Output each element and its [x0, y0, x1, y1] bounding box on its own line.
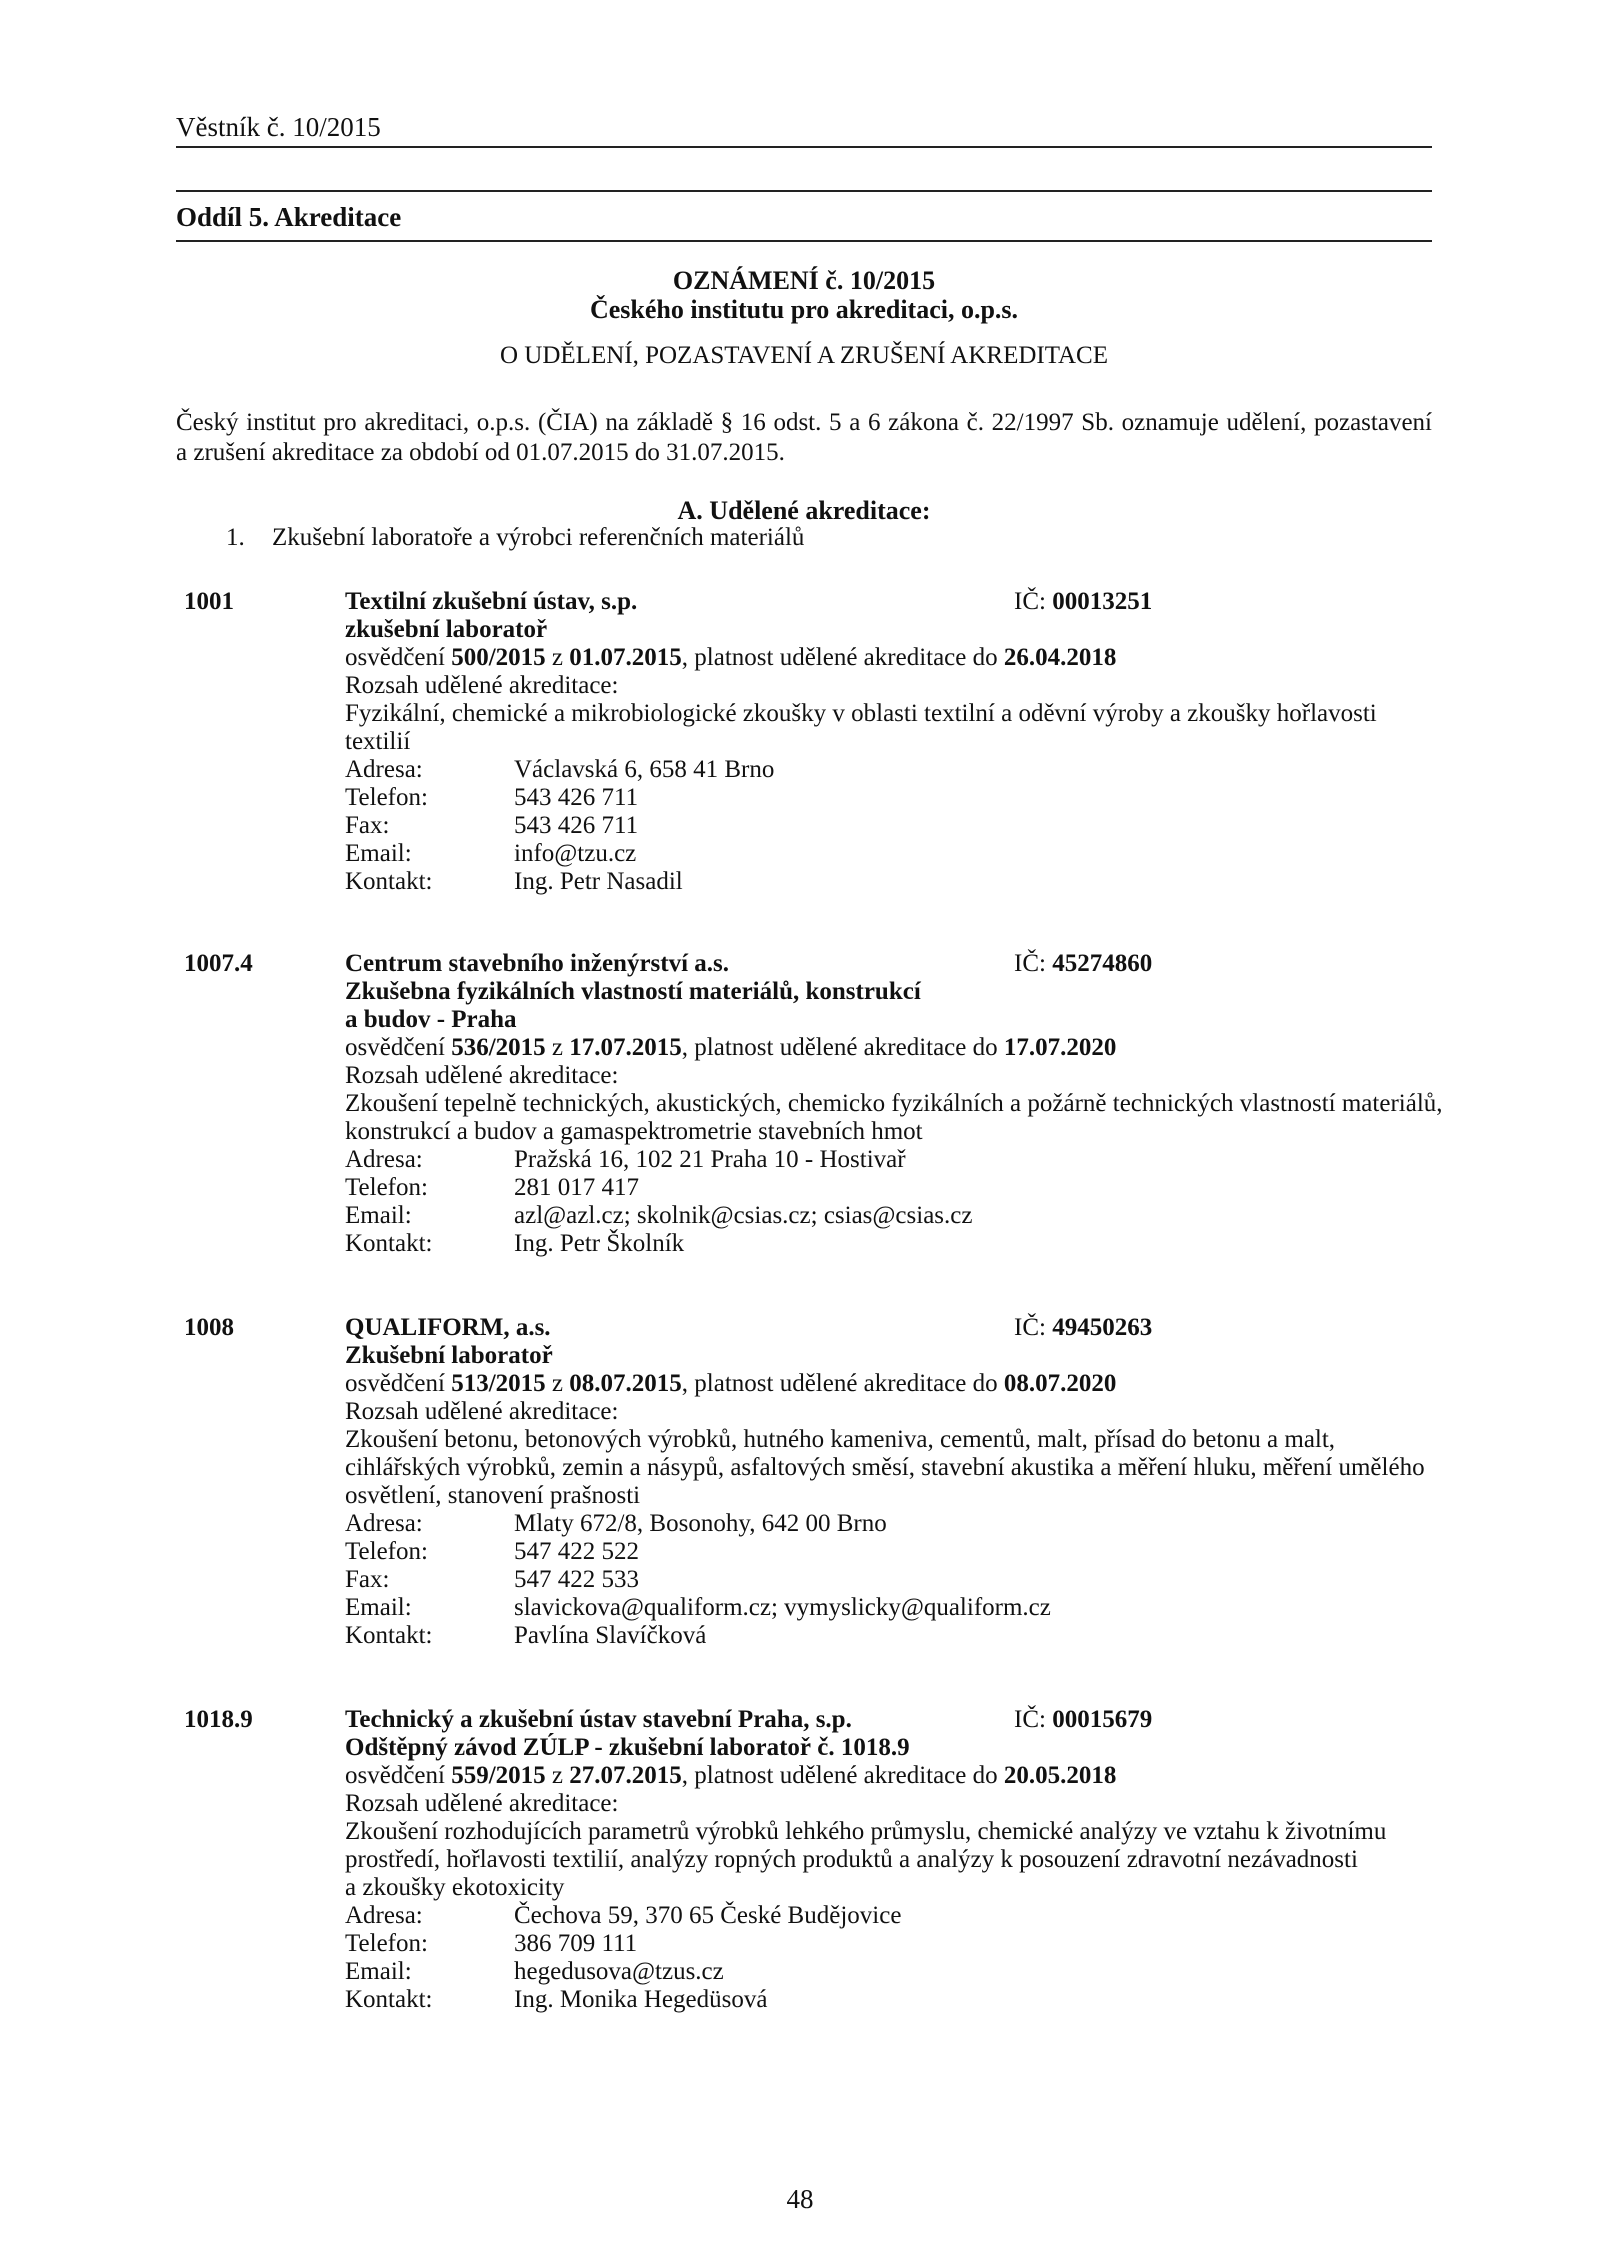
entry-email-value: info@tzu.cz: [514, 840, 637, 867]
entry-body: [345, 1706, 1435, 2014]
entry-phone-value: 543 426 711: [514, 784, 639, 811]
entry-fax-value: 547 422 533: [514, 1566, 639, 1593]
ico-value: 00013251: [1052, 588, 1153, 615]
part-a-heading: A. Udělené akreditace:: [677, 496, 931, 525]
scope-label: Rozsah udělené akreditace:: [345, 1062, 619, 1089]
entry-body: [345, 588, 1435, 896]
entry-address-value: Václavská 6, 658 41 Brno: [514, 756, 775, 783]
entry-address-value: Mlaty 672/8, Bosonohy, 642 00 Brno: [514, 1510, 887, 1537]
part-a-item-label: Zkušební laboratoře a výrobci referenčních materiálů: [272, 524, 805, 551]
entry-contact-value: Ing. Petr Školník: [514, 1230, 685, 1257]
cert-from: z: [551, 1034, 564, 1061]
cert-number: 536/2015: [451, 1034, 546, 1061]
entry-phone-label: Telefon:: [345, 1538, 428, 1565]
entry-email-label: Email:: [345, 1594, 412, 1621]
entry-lab-line: Zkušební laboratoř: [345, 1342, 553, 1369]
ico-label: IČ:: [1014, 1314, 1046, 1341]
entry-org: Centrum stavebního inženýrství a.s.: [345, 950, 730, 977]
entry-org: QUALIFORM, a.s.: [345, 1314, 551, 1341]
cert-validity-text: , platnost udělené akreditace do: [681, 1370, 998, 1397]
entry-fax-value: 543 426 711: [514, 812, 639, 839]
cert-number: 559/2015: [451, 1762, 546, 1789]
scope-label: Rozsah udělené akreditace:: [345, 1790, 619, 1817]
entry-phone-value: 281 017 417: [514, 1174, 639, 1201]
entry-email-label: Email:: [345, 840, 412, 867]
scope-line: Zkoušení tepelně technických, akustických, chemicko fyzikálních a požárně technických vlastností materiálů,: [345, 1090, 1443, 1117]
entry-email: [345, 840, 1435, 868]
cert-valid-until: 20.05.2018: [1003, 1762, 1117, 1789]
entry-phone: [345, 784, 1435, 812]
entry-org: Technický a zkušební ústav stavební Praha, s.p.: [345, 1706, 852, 1733]
entry-address-value: Čechova 59, 370 65 České Budějovice: [514, 1902, 902, 1929]
cert-prefix: osvědčení: [345, 1370, 445, 1397]
scope-label: Rozsah udělené akreditace:: [345, 672, 619, 699]
entry-contact-value: Ing. Petr Nasadil: [514, 868, 683, 895]
intro-line-1: Český institut pro akreditaci, o.p.s. (ČIA) na základě § 16 odst. 5 a 6 zákona č. 22/1997 Sb. oznamuje udělení, pozastavení: [176, 409, 1432, 436]
section-title: Oddíl 5. Akreditace: [176, 202, 402, 232]
cert-valid-until: 17.07.2020: [1003, 1034, 1117, 1061]
entry-body: [345, 1314, 1435, 1650]
entry-address-value: Pražská 16, 102 21 Praha 10 - Hostivař: [514, 1146, 906, 1173]
entry-contact-label: Kontakt:: [345, 1986, 433, 2013]
entry-code: 1007.4: [184, 950, 253, 977]
entry-address: [345, 1902, 1435, 1930]
page-number: 48: [786, 2184, 814, 2214]
scope-line: Zkoušení betonu, betonových výrobků, hutného kameniva, cementů, malt, přísad do betonu a malt,: [345, 1426, 1336, 1453]
entry-lab-line: Odštěpný závod ZÚLP - zkušební laboratoř č. 1018.9: [345, 1734, 910, 1761]
notice-title: OZNÁMENÍ č. 10/2015: [672, 266, 936, 295]
notice-institute: Českého institutu pro akreditaci, o.p.s.: [589, 295, 1019, 324]
entry-phone-label: Telefon:: [345, 1930, 428, 1957]
entry-phone-label: Telefon:: [345, 784, 428, 811]
scope-line: textilií: [345, 728, 411, 755]
cert-validity-text: , platnost udělené akreditace do: [681, 644, 998, 671]
scope-line: Zkoušení rozhodujících parametrů výrobků lehkého průmyslu, chemické analýzy ve vztahu k životnímu: [345, 1818, 1387, 1845]
entry-lab-line: zkušební laboratoř: [345, 616, 548, 643]
entry-contact-label: Kontakt:: [345, 868, 433, 895]
cert-valid-until: 26.04.2018: [1003, 644, 1117, 671]
scope-line: konstrukcí a budov a gamaspektrometrie stavebních hmot: [345, 1118, 923, 1145]
entry-address-label: Adresa:: [345, 1510, 423, 1537]
scope-label: Rozsah udělené akreditace:: [345, 1398, 619, 1425]
entry-address-label: Adresa:: [345, 1902, 423, 1929]
entry-body: [345, 950, 1443, 1258]
entry-contact: [345, 868, 1435, 896]
scope-line: a zkoušky ekotoxicity: [345, 1874, 565, 1901]
ico-label: IČ:: [1014, 950, 1046, 977]
scope-line: prostředí, hořlavosti textilií, analýzy ropných produktů a analýzy k posouzení zdravotní nezávadnosti: [345, 1846, 1358, 1873]
entry-address: [345, 1146, 1435, 1174]
entry-email: [345, 1594, 1435, 1622]
ico-value: 49450263: [1052, 1314, 1153, 1341]
entry-address: [345, 1510, 1435, 1538]
entry-phone-label: Telefon:: [345, 1174, 428, 1201]
entry-email-value: hegedusova@tzus.cz: [514, 1958, 724, 1985]
entry-contact: [345, 1622, 1435, 1650]
entry-phone: [345, 1930, 1435, 1958]
journal-header: Věstník č. 10/2015: [176, 112, 381, 142]
ico-label: IČ:: [1014, 588, 1046, 615]
ico-value: 45274860: [1052, 950, 1153, 977]
entry-contact: [345, 1986, 1435, 2014]
entry-email: [345, 1958, 1435, 1986]
entry-contact-label: Kontakt:: [345, 1230, 433, 1257]
entry-certificate: [345, 1034, 1435, 1062]
part-a-item-number: 1.: [226, 524, 245, 551]
cert-prefix: osvědčení: [345, 1762, 445, 1789]
entry-org: Textilní zkušební ústav, s.p.: [345, 588, 638, 615]
section-rule-top: [176, 190, 1432, 192]
entry-fax-label: Fax:: [345, 812, 390, 839]
entry-phone-value: 547 422 522: [514, 1538, 639, 1565]
entry-contact-value: Pavlína Slavíčková: [514, 1622, 707, 1649]
part-a-item: [226, 524, 804, 552]
notice-subject: O UDĚLENÍ, POZASTAVENÍ A ZRUŠENÍ AKREDITACE: [499, 342, 1109, 369]
entry-code: 1001: [184, 588, 234, 615]
cert-date: 08.07.2015: [569, 1370, 682, 1397]
cert-date: 01.07.2015: [569, 644, 682, 671]
cert-date: 17.07.2015: [569, 1034, 682, 1061]
entry-email: [345, 1202, 1435, 1230]
header-rule: [176, 146, 1432, 148]
cert-date: 27.07.2015: [569, 1762, 682, 1789]
entry-address-label: Adresa:: [345, 756, 423, 783]
scope-line: cihlářských výrobků, zemin a násypů, asfaltových směsí, stavební akustika a měření hluku, měření umělého: [345, 1454, 1425, 1481]
notice-intro: [176, 408, 1432, 468]
cert-from: z: [551, 644, 564, 671]
entry-email-value: slavickova@qualiform.cz; vymyslicky@qualiform.cz: [514, 1594, 1051, 1621]
entry-email-label: Email:: [345, 1202, 412, 1229]
cert-number: 500/2015: [451, 644, 546, 671]
entry-lab-line: Zkušebna fyzikálních vlastností materiálů, konstrukcí: [345, 978, 921, 1005]
entry-fax: [345, 812, 1435, 840]
cert-from: z: [551, 1370, 564, 1397]
entry-contact-label: Kontakt:: [345, 1622, 433, 1649]
cert-validity-text: , platnost udělené akreditace do: [681, 1762, 998, 1789]
entry-certificate: [345, 644, 1435, 672]
section-rule-bottom: [176, 240, 1432, 242]
cert-number: 513/2015: [451, 1370, 546, 1397]
entry-address-label: Adresa:: [345, 1146, 423, 1173]
cert-prefix: osvědčení: [345, 644, 445, 671]
scope-line: Fyzikální, chemické a mikrobiologické zkoušky v oblasti textilní a oděvní výroby a zkoušky hořlavosti: [345, 700, 1377, 727]
entry-contact-value: Ing. Monika Hegedüsová: [514, 1986, 768, 2013]
intro-line-2: a zrušení akreditace za období od 01.07.2015 do 31.07.2015.: [176, 439, 785, 466]
cert-prefix: osvědčení: [345, 1034, 445, 1061]
cert-valid-until: 08.07.2020: [1003, 1370, 1117, 1397]
cert-validity-text: , platnost udělené akreditace do: [681, 1034, 998, 1061]
entry-contact: [345, 1230, 1435, 1258]
entry-certificate: [345, 1762, 1435, 1790]
entry-phone: [345, 1174, 1435, 1202]
entry-phone-value: 386 709 111: [514, 1930, 638, 1957]
entry-phone: [345, 1538, 1435, 1566]
scope-line: osvětlení, stanovení prašnosti: [345, 1482, 641, 1509]
entry-fax-label: Fax:: [345, 1566, 390, 1593]
ico-label: IČ:: [1014, 1706, 1046, 1733]
entry-certificate: [345, 1370, 1435, 1398]
cert-from: z: [551, 1762, 564, 1789]
entry-code: 1018.9: [184, 1706, 253, 1733]
entry-fax: [345, 1566, 1435, 1594]
entry-code: 1008: [184, 1314, 234, 1341]
ico-value: 00015679: [1052, 1706, 1153, 1733]
entry-email-label: Email:: [345, 1958, 412, 1985]
entry-email-value: azl@azl.cz; skolnik@csias.cz; csias@csias.cz: [514, 1202, 973, 1229]
entry-lab-line: a budov - Praha: [345, 1006, 517, 1033]
entry-address: [345, 756, 1435, 784]
